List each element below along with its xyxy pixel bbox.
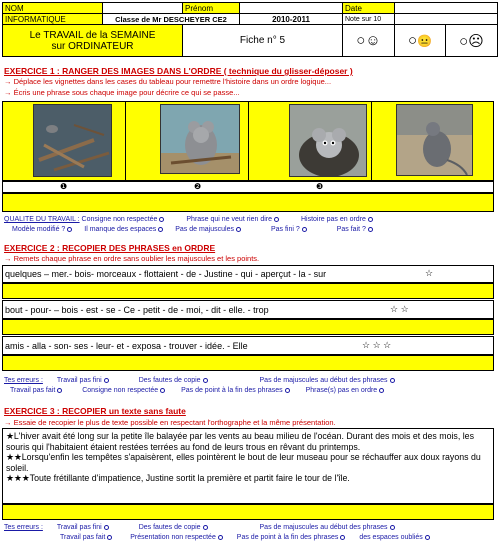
errors-label: Tes erreurs : <box>4 377 43 384</box>
checkbox-circle[interactable] <box>425 535 430 540</box>
story-image-2[interactable] <box>160 104 240 174</box>
exercise2-instruction: → Remets chaque phrase en ordre sans oublier les majuscules et les points. <box>4 254 260 263</box>
checkbox-circle[interactable] <box>340 535 345 540</box>
checkbox-circle[interactable] <box>302 227 307 232</box>
number-1: ❶ <box>60 182 68 191</box>
checkbox-circle[interactable] <box>274 217 279 222</box>
checkbox-circle[interactable] <box>67 227 72 232</box>
driftwood-image <box>34 105 112 177</box>
model-paragraph-1 <box>6 431 490 452</box>
note-field[interactable] <box>395 14 498 25</box>
checkbox-circle[interactable] <box>104 378 109 383</box>
criterion: Phrase(s) pas en ordre <box>305 387 378 394</box>
criterion: Histoire pas en ordre <box>300 216 366 223</box>
criterion: Des fautes de copie <box>138 524 201 531</box>
ex2-criteria-row-2 <box>10 387 384 394</box>
date-field[interactable] <box>395 3 498 14</box>
checkbox-circle[interactable] <box>104 525 109 530</box>
checkbox-circle[interactable] <box>158 227 163 232</box>
checkbox-circle[interactable] <box>57 388 62 393</box>
star-icon: ★ <box>6 431 14 441</box>
paragraph-text: Lorsqu'enfin les tempêtes s'apaisèrent, elles pointèrent le bout de leur museau pour se réchauffer aux doux rayons du soleil. <box>6 452 481 473</box>
story-image-3[interactable] <box>289 104 367 177</box>
mouse-with-stick-image <box>161 105 240 174</box>
criterion: Il manque des espaces <box>84 226 157 233</box>
criterion: Travail pas fini <box>56 377 102 384</box>
sentence-row[interactable] <box>2 193 494 212</box>
criterion: Pas de point à la fin des phrases <box>181 387 283 394</box>
answer-field-2[interactable] <box>2 319 494 335</box>
model-text-box <box>2 428 494 504</box>
answer-field-3[interactable] <box>2 355 494 371</box>
checkbox-circle[interactable] <box>390 378 395 383</box>
criterion: Travail pas fait <box>10 387 56 394</box>
answer-field-1[interactable] <box>2 283 494 299</box>
ex2-criteria-row-1 <box>4 377 395 384</box>
mouse-in-hole-image <box>290 105 367 177</box>
scrambled-sentence-1: quelques – mer.- bois- morceaux - flottaient - de - Justine - qui - aperçut - la - sur <box>5 269 327 279</box>
header-table <box>2 2 498 57</box>
checkbox-circle[interactable] <box>285 388 290 393</box>
criterion: Travail pas fini <box>56 524 102 531</box>
star-icon: ★★★ <box>6 473 30 484</box>
paragraph-text: L'hiver avait été long sur la petite île balayée par les vents au beau milieu de l'océan. Durant des mois et des mois, les souris qui l'habitaient étaient restées terrées au fond de leurs trous en rêvant du printemps. <box>6 431 474 452</box>
criterion: Pas de majuscules au début des phrases <box>259 524 388 531</box>
checkbox-circle[interactable] <box>379 388 384 393</box>
errors-label: Tes erreurs : <box>4 524 43 531</box>
exercise1-instruction-2: → Écris une phrase sous chaque image pour décrire ce qui se passe... <box>4 88 240 97</box>
checkbox-circle[interactable] <box>203 378 208 383</box>
quality-criteria-row-2 <box>12 226 373 233</box>
model-paragraph-3 <box>6 473 490 484</box>
checkbox-circle[interactable] <box>107 535 112 540</box>
quality-criteria-row-1 <box>4 216 373 223</box>
story-image-1[interactable] <box>33 104 112 177</box>
exercise3-instruction: → Essaie de recopier le plus de texte possible en respectant l'orthographe et la même présentation. <box>4 418 336 427</box>
checkbox-circle[interactable] <box>203 525 208 530</box>
nom-field[interactable] <box>103 3 183 14</box>
sad-face-icon: ☹ <box>468 32 484 50</box>
difficulty-stars-3: ☆ ☆ ☆ <box>362 340 392 350</box>
criterion: Pas fini ? <box>270 226 300 233</box>
criterion: Consigne non respectée <box>81 216 158 223</box>
number-3: ❸ <box>316 182 324 191</box>
scrambled-sentence-3: amis - alla - son- ses - leur- et - exposa - trouver - idée. - Elle <box>5 341 248 351</box>
neutral-face-icon: 😐 <box>417 34 432 49</box>
note-label: Note sur 10 <box>343 14 395 25</box>
copy-answer-field[interactable] <box>2 504 494 520</box>
criterion: Modèle modifié ? <box>12 226 66 233</box>
date-label: Date <box>343 3 395 14</box>
criterion: Pas de majuscules au début des phrases <box>259 377 388 384</box>
mouse-walking-image <box>397 105 473 176</box>
checkbox-circle[interactable] <box>390 525 395 530</box>
checkbox-circle[interactable] <box>236 227 241 232</box>
subject-label: INFORMATIQUE <box>3 14 103 25</box>
year-label: 2010-2011 <box>240 14 343 25</box>
criterion: des espaces oubliés <box>359 534 423 541</box>
quality-label: QUALITE DU TRAVAIL : <box>4 216 80 223</box>
exercise3-title: EXERCICE 3 : RECOPIER un texte sans faute <box>4 406 186 416</box>
exercise1-instruction-1: → Déplace les vignettes dans les cases du tableau pour remettre l'histoire dans un ordre logique... <box>4 77 332 86</box>
criterion: Présentation non respectée <box>130 534 216 541</box>
model-paragraph-2 <box>6 452 490 473</box>
exercise1-title: EXERCICE 1 : RANGER DES IMAGES DANS L'ORDRE ( technique du glisser-déposer ) <box>4 66 353 76</box>
difficulty-stars-1: ☆ <box>425 268 434 278</box>
checkbox-circle[interactable] <box>368 217 373 222</box>
scrambled-sentence-2: bout - pour- – bois - est - se - Ce - petit - de - moi, - dit - elle. - trop <box>5 305 269 315</box>
title-line-1: Le TRAVAIL de la SEMAINE <box>29 29 156 41</box>
prenom-field[interactable] <box>240 3 343 14</box>
criterion: Pas de majuscules <box>175 226 234 233</box>
criterion: Consigne non respectée <box>82 387 159 394</box>
title-line-2: sur ORDINATEUR <box>51 40 134 52</box>
checkbox-circle[interactable] <box>218 535 223 540</box>
face-neutral[interactable]: ○😐 <box>395 25 446 57</box>
nom-label: NOM <box>3 3 103 14</box>
prenom-label: Prénom <box>183 3 240 14</box>
criterion: Phrase qui ne veut rien dire <box>186 216 272 223</box>
checkbox-circle[interactable] <box>160 388 165 393</box>
ex3-criteria-row-2 <box>60 534 430 541</box>
exercise2-title: EXERCICE 2 : RECOPIER DES PHRASES en ORDRE <box>4 243 216 253</box>
ex3-criteria-row-1 <box>4 524 395 531</box>
checkbox-circle[interactable] <box>159 217 164 222</box>
checkbox-circle[interactable] <box>368 227 373 232</box>
face-sad[interactable]: ○☹ <box>445 25 497 57</box>
number-2: ❷ <box>194 182 202 191</box>
numbers-row <box>2 181 494 193</box>
difficulty-stars-2: ☆ ☆ <box>390 304 409 314</box>
fiche-label: Fiche n° 5 <box>183 25 343 57</box>
criterion: Des fautes de copie <box>138 377 201 384</box>
criterion: Pas fait ? <box>336 226 366 233</box>
criterion: Pas de point à la fin des phrases <box>236 534 339 541</box>
smile-face-icon: ☺ <box>365 32 381 50</box>
star-icon: ★★ <box>6 452 22 463</box>
paragraph-text: Toute frétillante d'impatience, Justine sortit la première et partit faire le tour de l'île. <box>29 473 350 484</box>
page-title <box>3 25 183 57</box>
story-image-4[interactable] <box>396 104 473 176</box>
criterion: Travail pas fait <box>60 534 106 541</box>
classe-label: Classe de Mr DESCHEYER CE2 <box>103 14 240 25</box>
face-happy[interactable]: ○☺ <box>343 25 395 57</box>
